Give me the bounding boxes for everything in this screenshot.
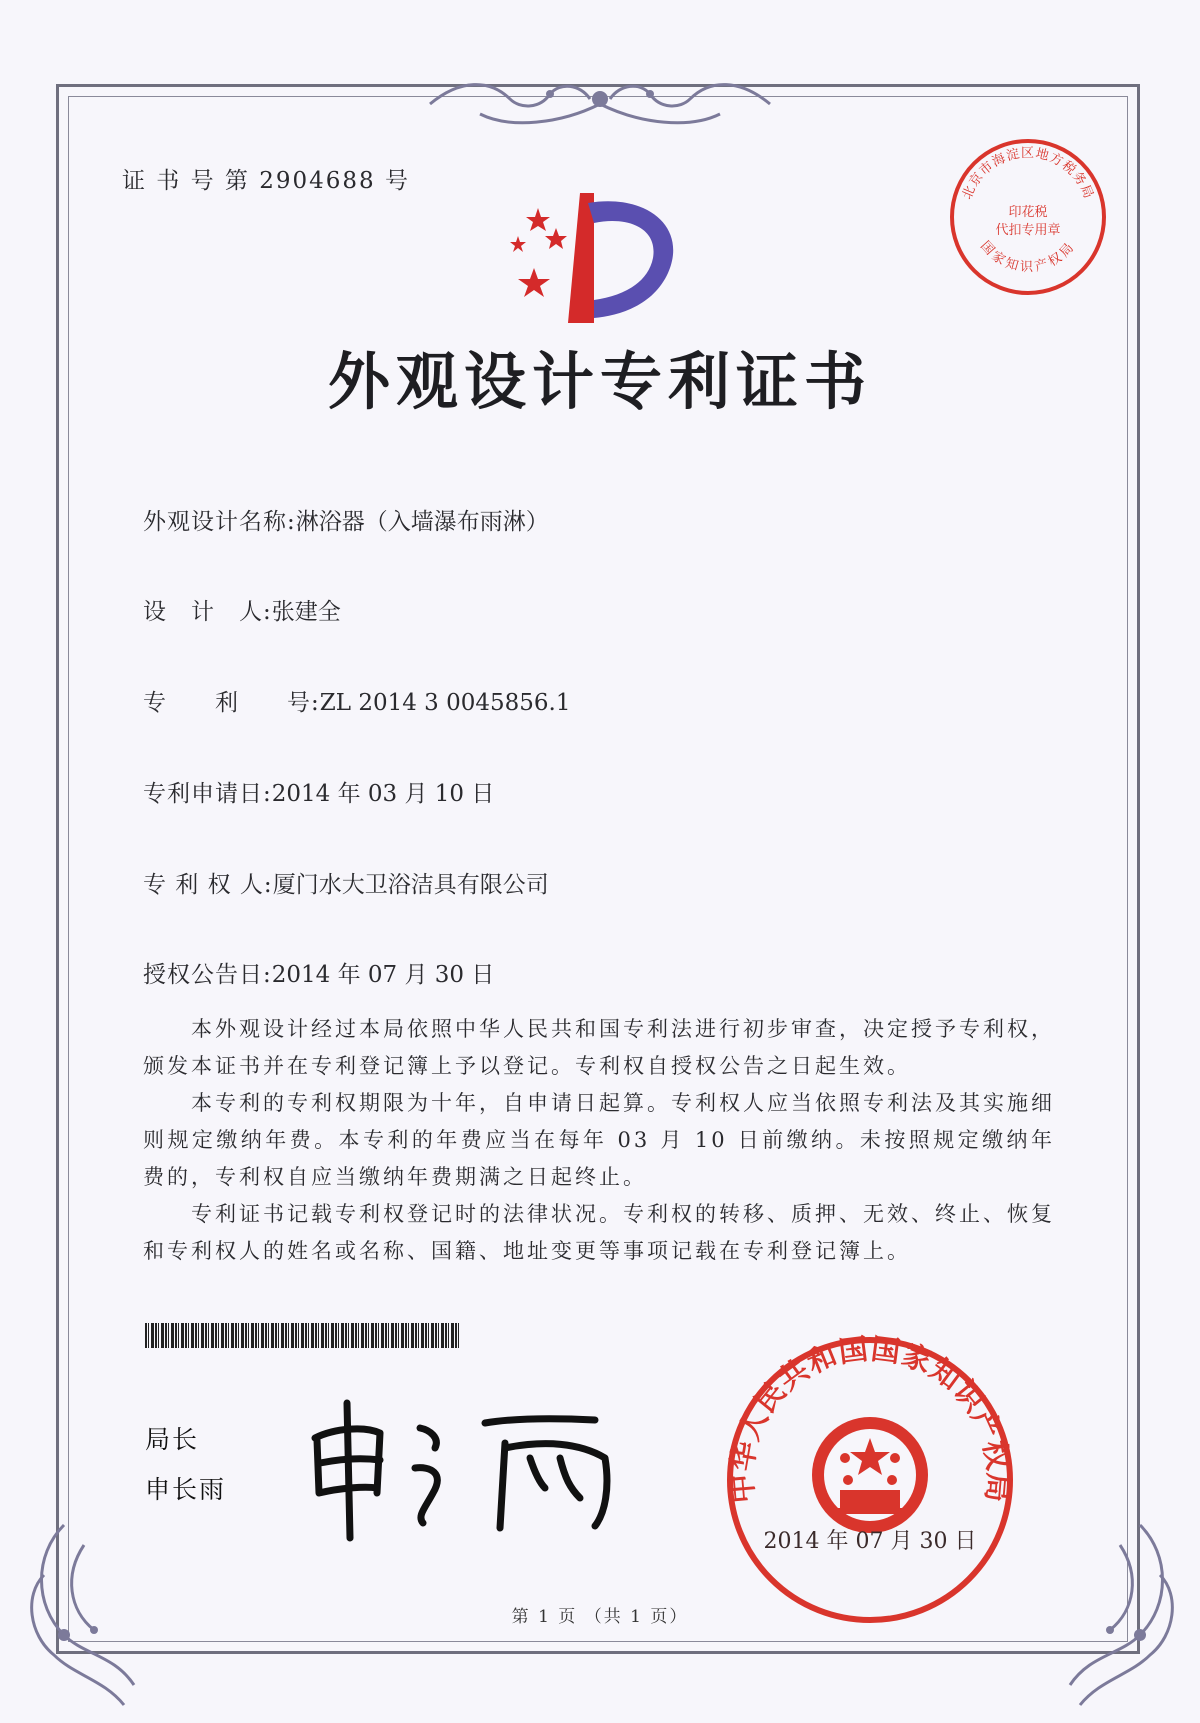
field-value: 2014 年 03 月 10 日 <box>271 781 495 807</box>
paragraph-term: 本专利的专利权期限为十年，自申请日起算。专利权人应当依照专利法及其实施细则规定缴纳年费。本专利的年费应当在每年 03 月 10 日前缴纳。未按照规定缴纳年费的，专利权自应当缴纳年费期满之日起终止。 <box>143 1091 1055 1189</box>
field-value: ZL 2014 3 0045856.1 <box>319 690 571 716</box>
field-label: 授权公告日: <box>143 962 272 988</box>
paragraph-legal-status: 专利证书记载专利权登记时的法律状况。专利权的转移、质押、无效、终止、恢复和专利权人的姓名或名称、国籍、地址变更等事项记载在专利登记簿上。 <box>143 1202 1055 1263</box>
field-patentee <box>143 866 549 899</box>
field-patent-number <box>143 684 570 717</box>
tax-seal-arc-text: 北京市海淀区地方税务局 <box>959 146 1097 202</box>
tax-seal-lower-text: 国家知识产权局 <box>977 238 1079 276</box>
seal-date: 2014 年 07 月 30 日 <box>763 1529 977 1554</box>
svg-text:国家知识产权局 <box>977 239 1079 275</box>
director-signature <box>305 1398 635 1548</box>
field-application-date <box>143 775 494 808</box>
official-seal <box>720 1330 1020 1630</box>
field-value: 2014 年 07 月 30 日 <box>271 962 495 988</box>
field-label: 专 利 号: <box>143 690 320 716</box>
barcode <box>145 1323 460 1348</box>
director-name: 申长雨 <box>145 1475 227 1504</box>
patent-office-logo-icon <box>498 188 698 333</box>
field-design-name <box>143 503 549 536</box>
field-label: 专 利 权 人: <box>143 872 273 898</box>
field-value: 厦门水大卫浴洁具有限公司 <box>272 872 549 898</box>
seal-arc-text: 中华人民共和国国家知识产权局 <box>724 1331 1016 1505</box>
field-label: 设 计 人: <box>143 599 272 625</box>
field-designer <box>143 593 341 626</box>
top-ornament-icon <box>420 74 780 134</box>
tax-seal-center-line1: 印花税 <box>1008 205 1048 220</box>
tax-seal-center-line2: 代扣专用章 <box>995 223 1061 238</box>
page-number: 第 1 页 （共 1 页） <box>511 1607 689 1627</box>
director-title: 局长 <box>145 1425 200 1454</box>
certificate-number: 证 书 号 第 2904688 号 <box>122 168 410 194</box>
paragraph-examination: 本外观设计经过本局依照中华人民共和国专利法进行初步审查，决定授予专利权，颁发本证书并在专利登记簿上予以登记。专利权自授权公告之日起生效。 <box>143 1017 1055 1078</box>
field-value: 张建全 <box>271 599 341 625</box>
field-label: 专利申请日: <box>143 781 272 807</box>
svg-text:北京市海淀区地方税务局 <box>960 145 1096 201</box>
field-value: 淋浴器（入墙瀑布雨淋） <box>295 509 549 535</box>
certificate-title: 外观设计专利证书 <box>327 345 872 418</box>
field-label: 外观设计名称: <box>143 509 296 535</box>
tax-stamp-seal <box>945 134 1111 300</box>
field-grant-date <box>143 956 494 989</box>
